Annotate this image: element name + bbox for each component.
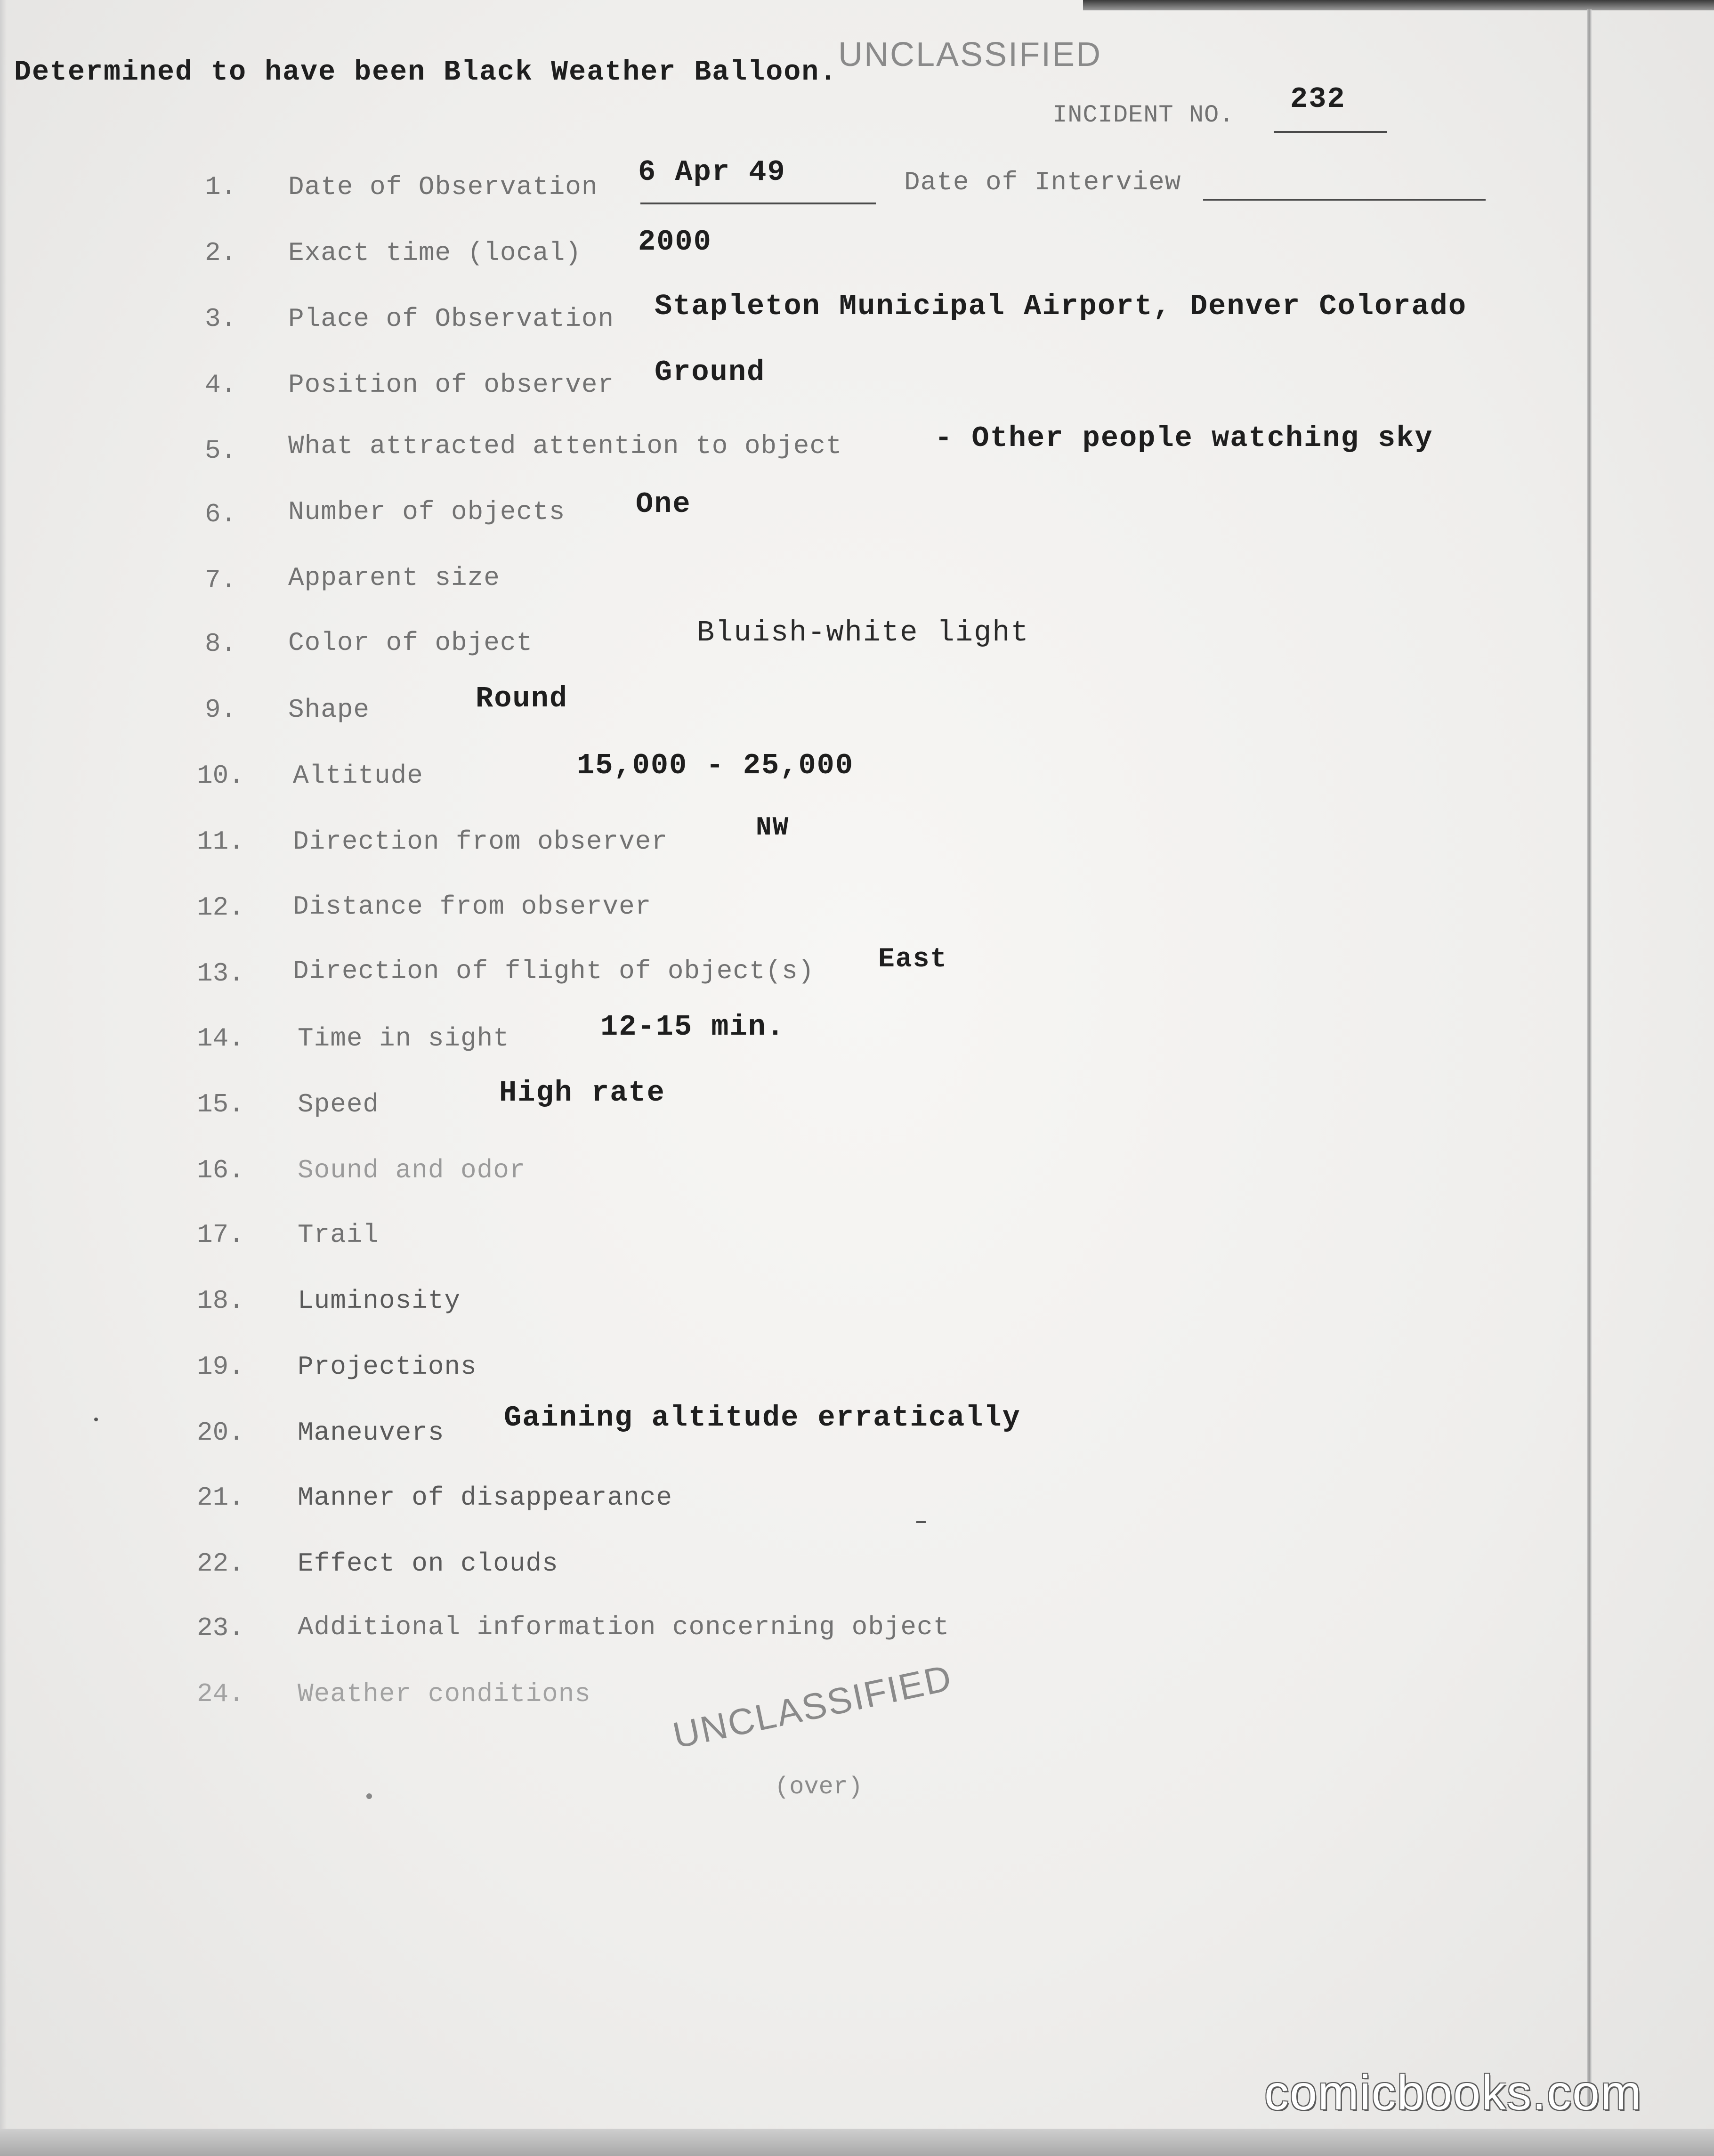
field-number: 16. [197, 1155, 244, 1185]
date-of-interview-label: Date of Interview [904, 167, 1181, 197]
field-label-additional-information: Additional information concerning object [298, 1612, 950, 1642]
field-number: 9. [205, 695, 237, 725]
field-label-trail: Trail [298, 1220, 380, 1250]
field-label-effect-on-clouds: Effect on clouds [298, 1548, 558, 1579]
field-number: 24. [197, 1679, 244, 1709]
date-of-observation-rule [640, 203, 876, 204]
field-number: 15. [197, 1089, 244, 1119]
field-value-time-in-sight: 12-15 min. [600, 1010, 785, 1044]
field-number: 12. [197, 892, 244, 923]
field-value-number-of-objects: One [636, 487, 691, 521]
field-number: 21. [197, 1483, 244, 1513]
incident-label: INCIDENT NO. [1052, 101, 1235, 129]
field-value-color-of-object: Bluish-white light [697, 616, 1029, 649]
field-number: 6. [205, 499, 237, 529]
field-value-direction-of-flight: East [878, 944, 948, 975]
field-label-exact-time: Exact time (local) [288, 238, 582, 268]
field-value-place-of-observation: Stapleton Municipal Airport, Denver Colorado [655, 290, 1467, 323]
field-number: 11. [197, 827, 244, 857]
field-value-direction-from-observer: NW [756, 812, 790, 843]
field-number: 4. [205, 370, 237, 400]
field-number: 18. [197, 1286, 244, 1316]
field-value-exact-time: 2000 [638, 225, 712, 259]
field-label-weather-conditions: Weather conditions [298, 1679, 591, 1709]
field-label-sound-and-odor: Sound and odor [298, 1155, 526, 1185]
field-label-direction-of-flight: Direction of flight of object(s) [293, 956, 815, 986]
field-number: 14. [197, 1023, 244, 1054]
top-classification-stamp: UNCLASSIFIED [838, 36, 1102, 73]
field-number: 13. [197, 958, 244, 989]
field-value-shape: Round [476, 682, 568, 715]
incident-number-rule [1274, 131, 1387, 133]
field-label-distance-from-observer: Distance from observer [293, 892, 652, 922]
incident-number: 232 [1290, 82, 1346, 116]
scan-top-edge [1083, 0, 1714, 10]
field-label-direction-from-observer: Direction from observer [293, 827, 668, 857]
field-value-date-of-observation: 6 Apr 49 [638, 155, 786, 189]
field-value-altitude: 15,000 - 25,000 [577, 749, 854, 782]
scan-bottom-edge [0, 2129, 1714, 2156]
field-label-maneuvers: Maneuvers [298, 1418, 445, 1448]
field-number: 10. [197, 761, 244, 791]
bottom-classification-stamp: UNCLASSIFIED [669, 1656, 956, 1757]
scan-right-edge [1587, 9, 1592, 2105]
field-value-maneuvers: Gaining altitude erratically [504, 1401, 1021, 1435]
site-watermark: comicbooks.com [1264, 2066, 1642, 2120]
field-label-date-of-observation: Date of Observation [288, 172, 598, 202]
field-label-time-in-sight: Time in sight [298, 1023, 509, 1054]
field-label-manner-of-disappearance: Manner of disappearance [298, 1483, 672, 1513]
scan-speck [94, 1418, 98, 1421]
field-label-luminosity: Luminosity [298, 1286, 461, 1316]
determination-note: Determined to have been Black Weather Balloon. [14, 57, 838, 89]
field-number: 22. [197, 1548, 244, 1579]
field-label-altitude: Altitude [293, 761, 423, 791]
field-number: 19. [197, 1352, 244, 1382]
field-label-what-attracted-attention: What attracted attention to object [288, 431, 842, 461]
field-label-shape: Shape [288, 695, 370, 725]
field-value-position-of-observer: Ground [655, 356, 766, 389]
field-number: 1. [205, 172, 237, 202]
field-label-number-of-objects: Number of objects [288, 497, 566, 527]
field-value-speed: High rate [499, 1076, 665, 1110]
field-number: 17. [197, 1220, 244, 1250]
field-label-position-of-observer: Position of observer [288, 370, 614, 400]
field-number: 3. [205, 304, 237, 334]
date-of-interview-rule [1203, 199, 1486, 201]
field-number: 20. [197, 1418, 244, 1448]
field-label-place-of-observation: Place of Observation [288, 304, 614, 334]
scan-speck [366, 1793, 372, 1799]
field-number: 8. [205, 629, 237, 659]
field-number: 7. [205, 565, 237, 595]
field-label-projections: Projections [298, 1352, 477, 1382]
field-number: 23. [197, 1613, 244, 1643]
field-value-what-attracted-attention: - Other people watching sky [935, 421, 1433, 455]
over-note: (over) [775, 1773, 863, 1801]
field-number: 2. [205, 238, 237, 268]
scan-speck [916, 1521, 926, 1523]
scan-left-shadow [0, 0, 7, 2156]
field-label-color-of-object: Color of object [288, 628, 533, 658]
field-label-apparent-size: Apparent size [288, 563, 500, 593]
field-number: 5. [205, 436, 237, 466]
field-label-speed: Speed [298, 1089, 380, 1119]
